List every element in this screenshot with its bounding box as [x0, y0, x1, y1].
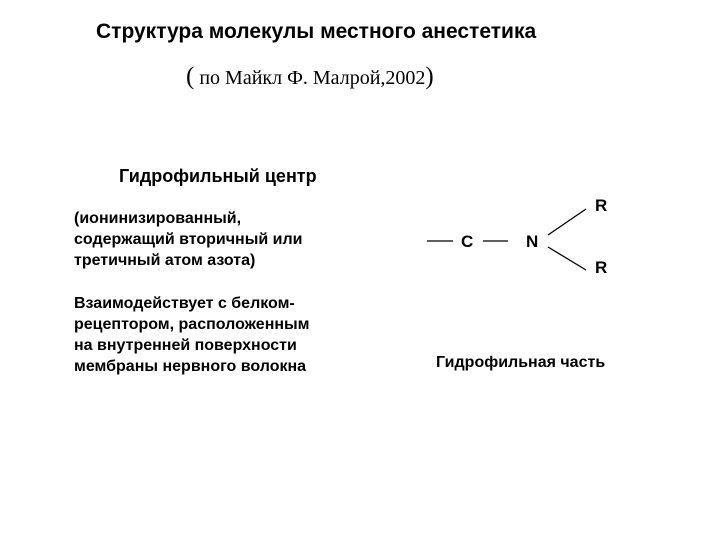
hydrophilic-center-heading: Гидрофильный центр [119, 166, 317, 186]
bond-nitrogen-r-top [548, 209, 586, 235]
citation-close-paren: ) [425, 63, 434, 90]
citation-text: по Майкл Ф. Малрой,2002 [194, 67, 426, 89]
r-group-top: R [595, 196, 608, 215]
bond-nitrogen-r-bottom [548, 247, 586, 270]
nitrogen-atom: N [526, 232, 539, 251]
description-line: третичный атом азота) [74, 252, 256, 269]
description-line: на внутренней поверхности [74, 337, 297, 354]
description-line: мембраны нервного волокна [74, 358, 307, 375]
carbon-atom: C [461, 232, 474, 251]
description-line: Взаимодействует с белком- [74, 295, 295, 312]
citation-open-paren: ( [186, 63, 195, 90]
description-line: содержащий вторичный или [74, 231, 303, 248]
description-line: рецептором, расположенным [74, 316, 310, 333]
description-line: (ионинизированный, [74, 210, 242, 227]
hydrophilic-part-caption: Гидрофильная часть [436, 354, 606, 371]
r-group-bottom: R [595, 258, 608, 277]
slide-title: Структура молекулы местного анестетика [96, 20, 537, 43]
